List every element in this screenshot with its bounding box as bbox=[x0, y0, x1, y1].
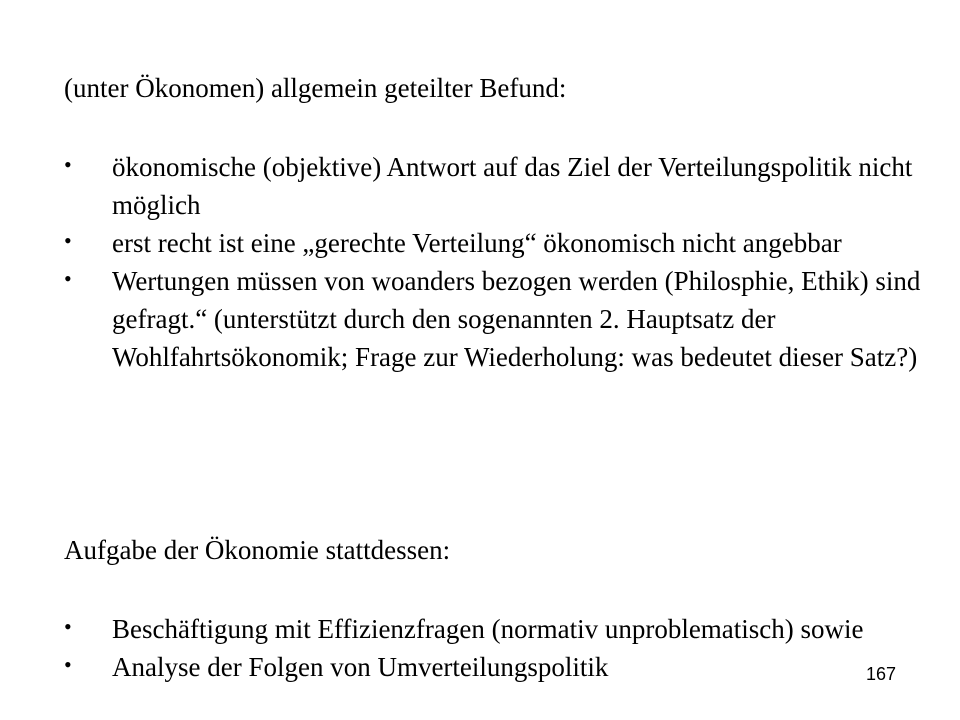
bullet-text: ökonomische (objektive) Antwort auf das Ziel der Verteilungspolitik nicht möglich bbox=[112, 152, 913, 220]
list-item bbox=[64, 224, 924, 262]
aufgabe-bullet-list bbox=[64, 610, 924, 686]
bullet-icon: • bbox=[64, 266, 72, 291]
page-number: 167 bbox=[865, 664, 896, 684]
bullet-text: Analyse der Folgen von Umverteilungspolitik bbox=[112, 652, 609, 682]
list-item bbox=[64, 262, 924, 376]
bullet-icon: • bbox=[64, 152, 72, 177]
befund-bullet-list bbox=[64, 148, 924, 376]
bullet-icon: • bbox=[64, 614, 72, 639]
bullet-text: Wertungen müssen von woanders bezogen werden (Philosphie, Ethik) sind gefragt.“ (unterstützt durch den sogenannten 2. Hauptsatz der Wohlfahrtsökonomik; Frage zur Wiederholung: was bedeutet dieser Satz?) bbox=[112, 266, 921, 372]
section-heading-befund: (unter Ökonomen) allgemein geteilter Befund: bbox=[64, 73, 567, 103]
bullet-icon: • bbox=[64, 652, 72, 677]
list-item bbox=[64, 148, 924, 224]
bullet-text: erst recht ist eine „gerechte Verteilung“ ökonomisch nicht angebbar bbox=[112, 228, 842, 258]
list-item bbox=[64, 648, 924, 686]
list-item bbox=[64, 610, 924, 648]
bullet-icon: • bbox=[64, 228, 72, 253]
section-heading-aufgabe: Aufgabe der Ökonomie stattdessen: bbox=[64, 535, 451, 565]
bullet-text: Beschäftigung mit Effizienzfragen (normativ unproblematisch) sowie bbox=[112, 614, 864, 644]
